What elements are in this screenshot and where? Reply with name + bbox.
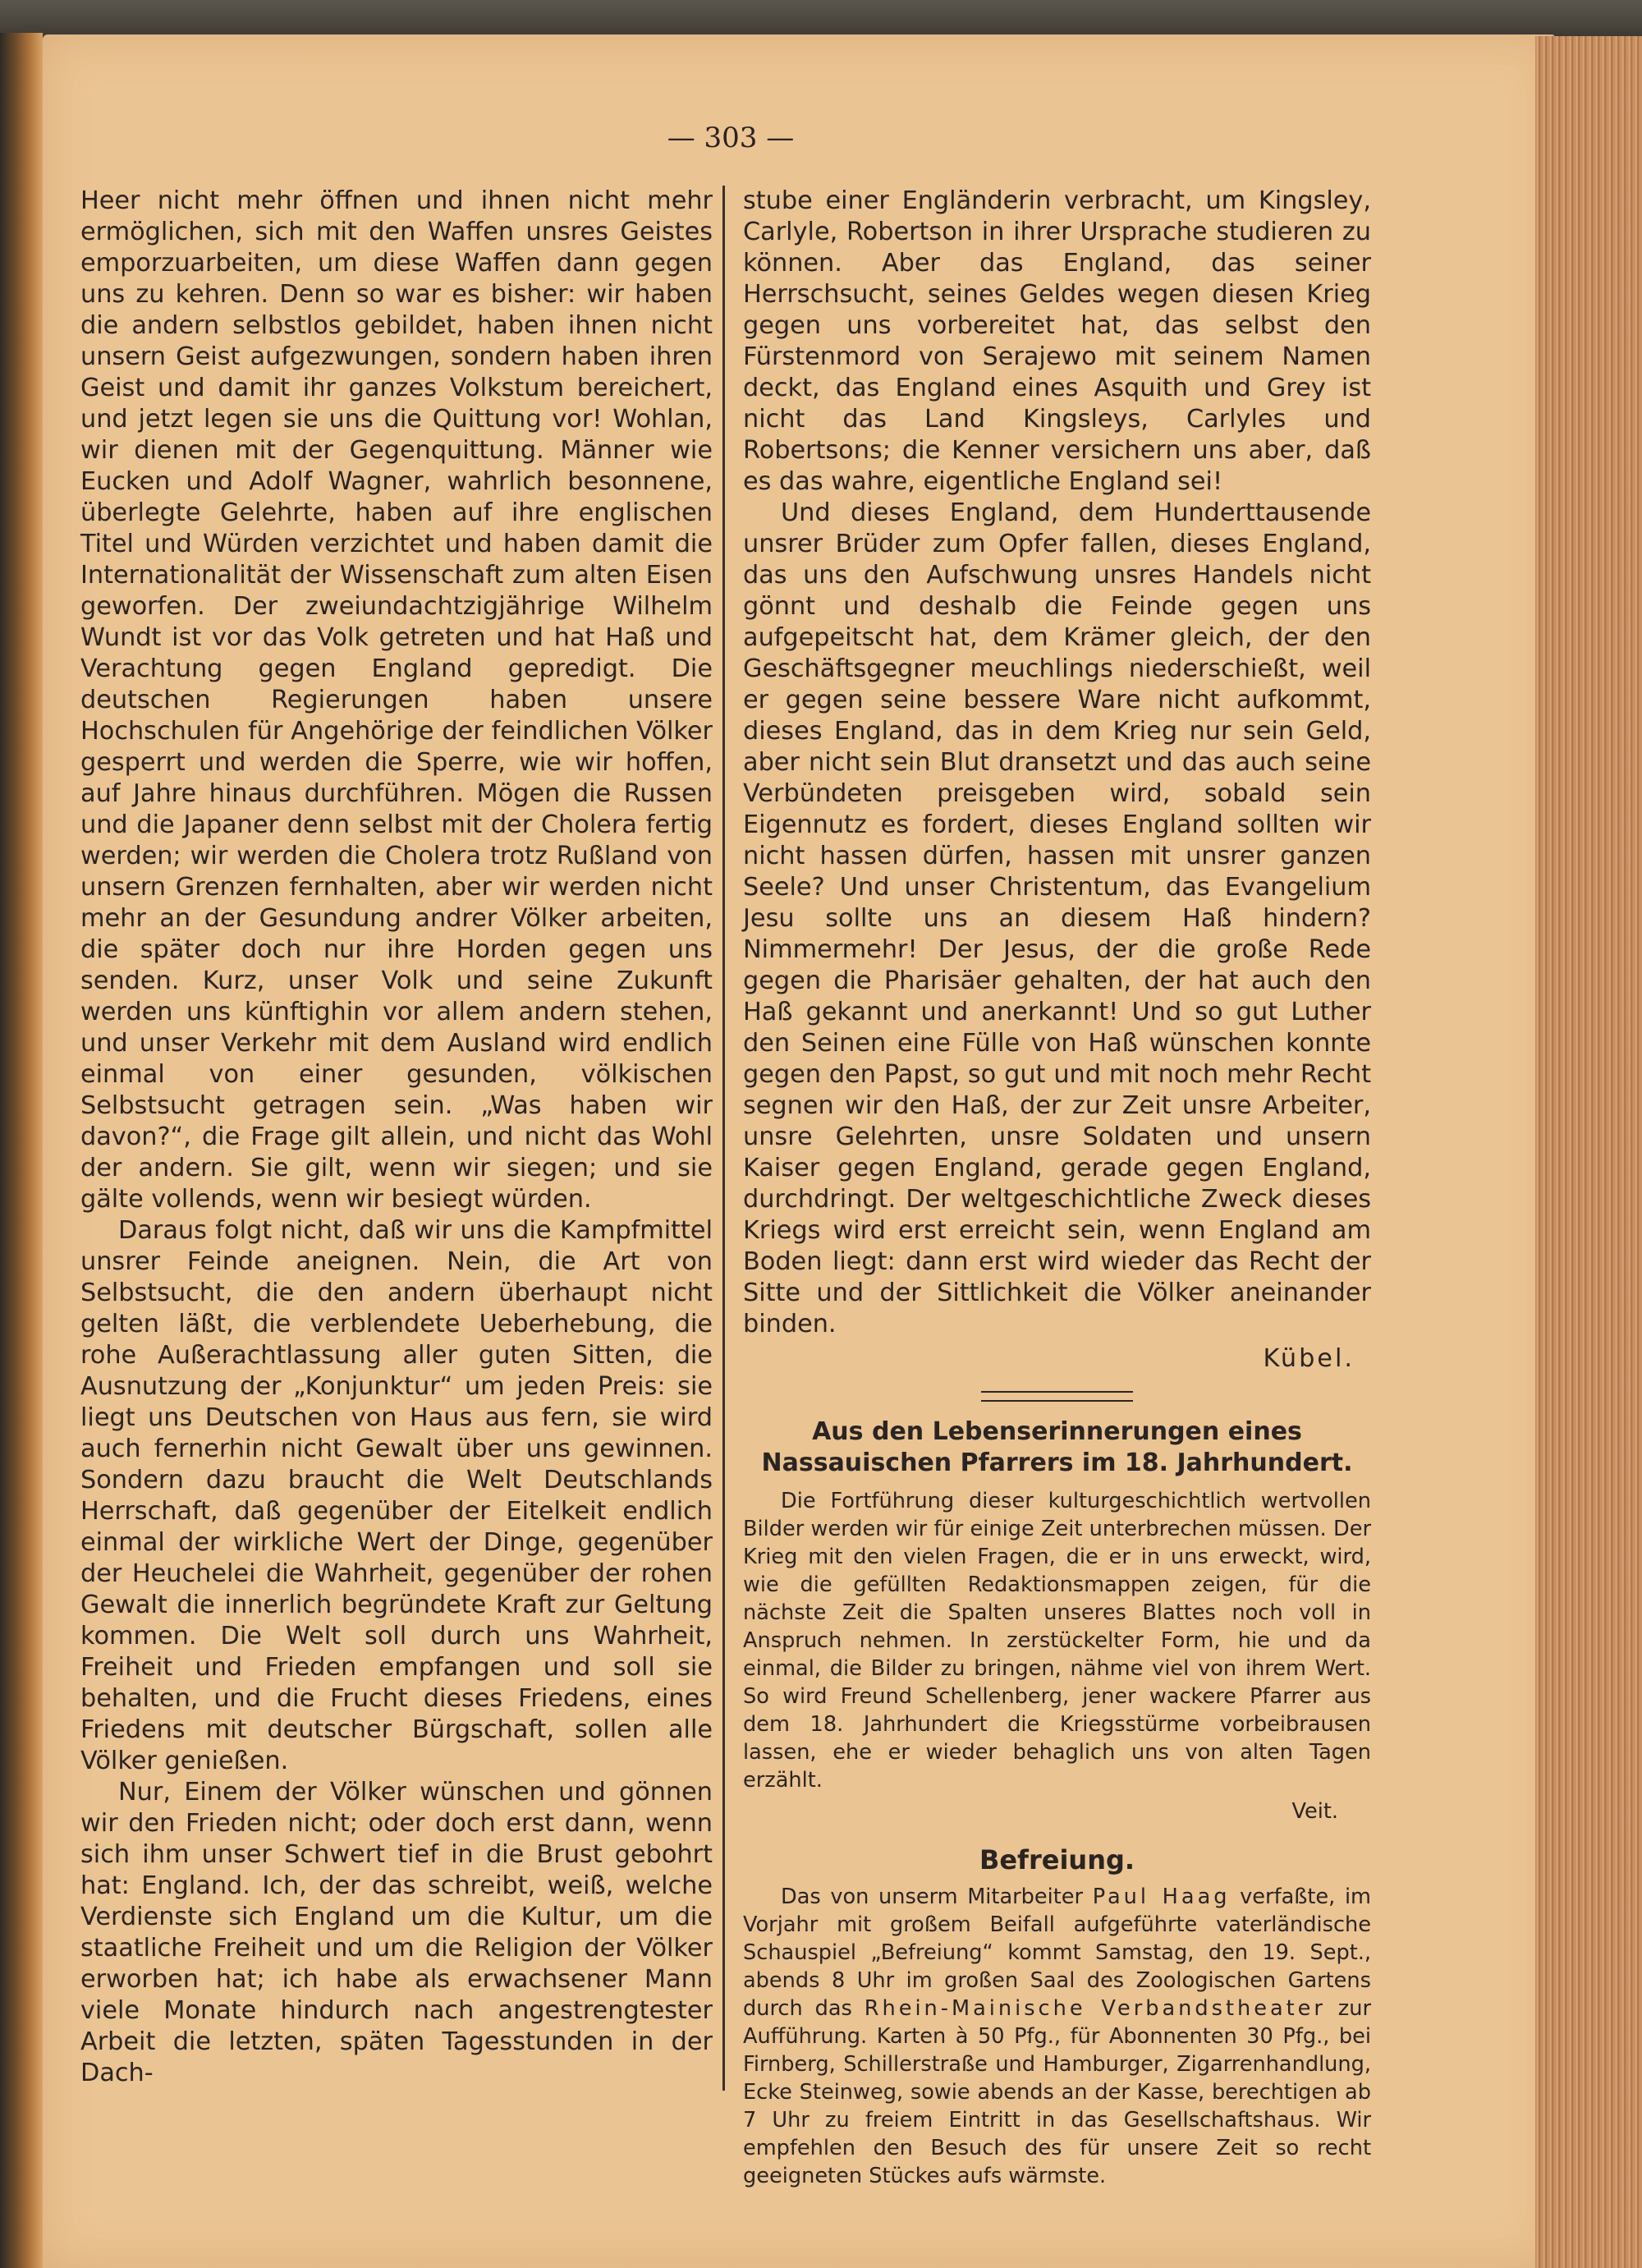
- right-paragraph-2: Und dieses England, dem Hunderttausende unsrer Brüder zum Opfer fallen, dieses England, das uns den Aufschwung unsres Handels nicht gönnt und deshalb die Feinde gegen uns aufgepeitscht hat, dem Krämer gleich, der den Geschäftsgegner meuchlings niederschießt, weil er gegen seine bessere Ware nicht aufkommt, dieses England, das in dem Krieg nur sein Geld, aber nicht sein Blut dransetzt und das auch seine Verbündeten preisgeben wird, sobald sein Eigennutz es fordert, dieses England sollten wir nicht hassen dürfen, hassen mit unsrer ganzen Seele? Und unser Christentum, das Evangelium Jesu sollte uns an diesem Haß hindern? Nimmermehr! Der Jesus, der die große Rede gegen die Pharisäer gehalten, der hat auch den Haß gekannt und anerkannt! Und so gut Luther den Seinen eine Fülle von Haß wünschen konnte gegen den Papst, so gut und mit noch mehr Recht segnen wir den Haß, der zur Zeit unsre Arbeiter, unsre Gelehrten, unsre Soldaten und unsern Kaiser gegen England, gerade gegen England, durchdringt. Der weltgeschichtliche Zweck dieses Kriegs wird erst erreicht sein, wenn England am Boden liegt: dann erst wird wieder das Recht der Sitte und der Sittlichkeit die Völker aneinander binden.: [743, 498, 1371, 1338]
- article-3-text-c: zur Aufführung. Karten à 50 Pfg., für Abonnenten 30 Pfg., bei Firnberg, Schillerstraße und Hamburger, Zigarrenhandlung, Ecke Steinweg, sowie abends an der Kasse, berechtigen ab 7 Uhr zu freiem Eintritt in das Gesellschaftshaus. Wir empfehlen den Besuch des für unsere Zeit so recht geeigneten Stückes aufs wärmste.: [743, 1996, 1371, 2188]
- article-3-title: Befreiung.: [979, 1844, 1135, 1875]
- left-paragraph-1: Heer nicht mehr öffnen und ihnen nicht mehr ermöglichen, sich mit den Waffen unsres Geistes emporzuarbeiten, um diese Waffen dann gegen uns zu kehren. Denn so war es bisher: wir haben die andern selbstlos gebildet, haben ihnen nicht unsern Geist aufgezwungen, sondern haben ihren Geist und damit ihr ganzes Volkstum bereichert, und jetzt legen sie uns die Quittung vor! Wohlan, wir dienen mit der Gegenquittung. Männer wie Eucken und Adolf Wagner, wahrlich besonnene, überlegte Gelehrte, haben auf ihre englischen Titel und Würden verzichtet und haben damit die Internationalität der Wissenschaft zum alten Eisen geworfen. Der zweiundachtzigjährige Wilhelm Wundt ist vor das Volk getreten und hat Haß und Verachtung gegen England gepredigt. Die deutschen Regierungen haben unsere Hochschulen für Angehörige der feindlichen Völker gesperrt und werden die Sperre, wie wir hoffen, auf Jahre hinaus durchführen. Mögen die Russen und die Japaner denn selbst mit der Cholera fertig werden; wir werden die Cholera trotz Rußland von unsern Grenzen fernhalten, aber wir werden nicht mehr an der Gesundung andrer Völker arbeiten, die später doch nur ihre Horden gegen uns senden. Kurz, unser Volk und seine Zukunft werden uns künftighin vor allem andern stehen, und unser Verkehr mit dem Ausland wird endlich einmal von einer gesunden, völkischen Selbstsucht getragen sein. „Was haben wir davon?“, die Frage gilt allein, und nicht das Wohl der andern. Sie gilt, wenn wir siegen; und sie gälte vollends, wenn wir besiegt würden.: [80, 186, 713, 1214]
- article-signature: Kübel.: [1263, 1344, 1355, 1373]
- article-3-theater: Rhein-Mainische Verbandstheater: [864, 1996, 1326, 2021]
- left-paragraph-2: Daraus folgt nicht, daß wir uns die Kampfmittel unsrer Feinde aneignen. Nein, die Art von Selbstsucht, die den andern überhaupt nicht gelten läßt, die verblendete Ueberhebung, die rohe Außerachtlassung aller guten Sitten, die Ausnutzung der „Konjunktur“ um jeden Preis: sie liegt uns Deutschen von Haus aus fern, sie wird auch fernerhin nicht Gewalt über uns gewinnen. Sondern dazu braucht die Welt Deutschlands Herrschaft, daß gegenüber der Eitelkeit endlich einmal der wirkliche Wert der Dinge, gegenüber der Heuchelei die Wahrheit, gegenüber der rohen Gewalt die innerlich begründete Kraft zur Geltung kommen. Die Welt soll durch uns Wahrheit, Freiheit und Frieden empfangen und soll sie behalten, und die Frucht dieses Friedens, eines Friedens mit deutscher Bürgschaft, sollen alle Völker genießen.: [80, 1216, 713, 1775]
- right-column: [743, 186, 1371, 2190]
- book-spine-edge: [0, 33, 43, 2268]
- right-paragraph-1: stube einer Engländerin verbracht, um Kingsley, Carlyle, Robertson in ihrer Ursprache studieren zu können. Aber das England, das seiner Herrschsucht, seines Geldes wegen diesen Krieg gegen uns vorbereitet hat, das selbst den Fürstenmord von Serajewo mit seinem Namen deckt, das England eines Asquith und Grey ist nicht das Land Kingsleys, Carlyles und Robertsons; die Kenner versichern uns aber, daß es das wahre, eigentliche England sei!: [743, 186, 1371, 496]
- page-stack-edge: [1535, 36, 1642, 2268]
- article-3-text: [743, 1883, 1371, 2190]
- book-binding-top: [0, 0, 1642, 39]
- article-2-title: Aus den Lebenserinnerungen eines Nassauischen Pfarrers im 18. Jahrhundert.: [761, 1417, 1353, 1477]
- article-3-text-b: verfaßte, im Vorjahr mit großem Beifall aufgeführte vaterländische Schauspiel „Befreiung“ kommt Samstag, den 19. Sept., abends 8 Uhr im großen Saal des Zoologischen Gartens durch das: [743, 1885, 1371, 2021]
- article-2-body: [743, 1487, 1371, 1825]
- section-rule: [981, 1391, 1133, 1402]
- article-2-signature: Veit.: [1291, 1799, 1338, 1824]
- article-3-text-a: Das von unserm Mitarbeiter: [781, 1885, 1093, 1909]
- left-column: [80, 186, 713, 2089]
- column-divider: [722, 186, 725, 2091]
- page-number: — 303 —: [667, 122, 795, 154]
- article-3-author: Paul Haag: [1092, 1885, 1231, 1909]
- article-3-body: [743, 1883, 1371, 2190]
- left-paragraph-3: Nur, Einem der Völker wünschen und gönnen wir den Frieden nicht; oder doch erst dann, wenn sich ihm unser Schwert tief in die Brust gebohrt hat: England. Ich, der das schreibt, weiß, welche Verdienste sich England um die Kultur, um die staatliche Freiheit und um die Religion der Völker erworben hat; ich habe als erwachsener Mann viele Monate hindurch nach angestrengtester Arbeit die letzten, späten Tagesstunden in der Dach-: [80, 1778, 713, 2087]
- article-2-text: Die Fortführung dieser kulturgeschichtlich wertvollen Bilder werden wir für einige Zeit unterbrechen müssen. Der Krieg mit den vielen Fragen, die er in uns erweckt, wird, wie die gefüllten Redaktionsmappen zeigen, für die nächste Zeit die Spalten unseres Blattes noch voll in Anspruch nehmen. In zerstückelter Form, hie und da einmal, die Bilder zu bringen, nähme viel von ihrem Wert. So wird Freund Schellenberg, jener wackere Pfarrer aus dem 18. Jahrhundert die Kriegsstürme vorbeibrausen lassen, ehe er wieder behaglich uns von alten Tagen erzählt.: [743, 1489, 1371, 1793]
